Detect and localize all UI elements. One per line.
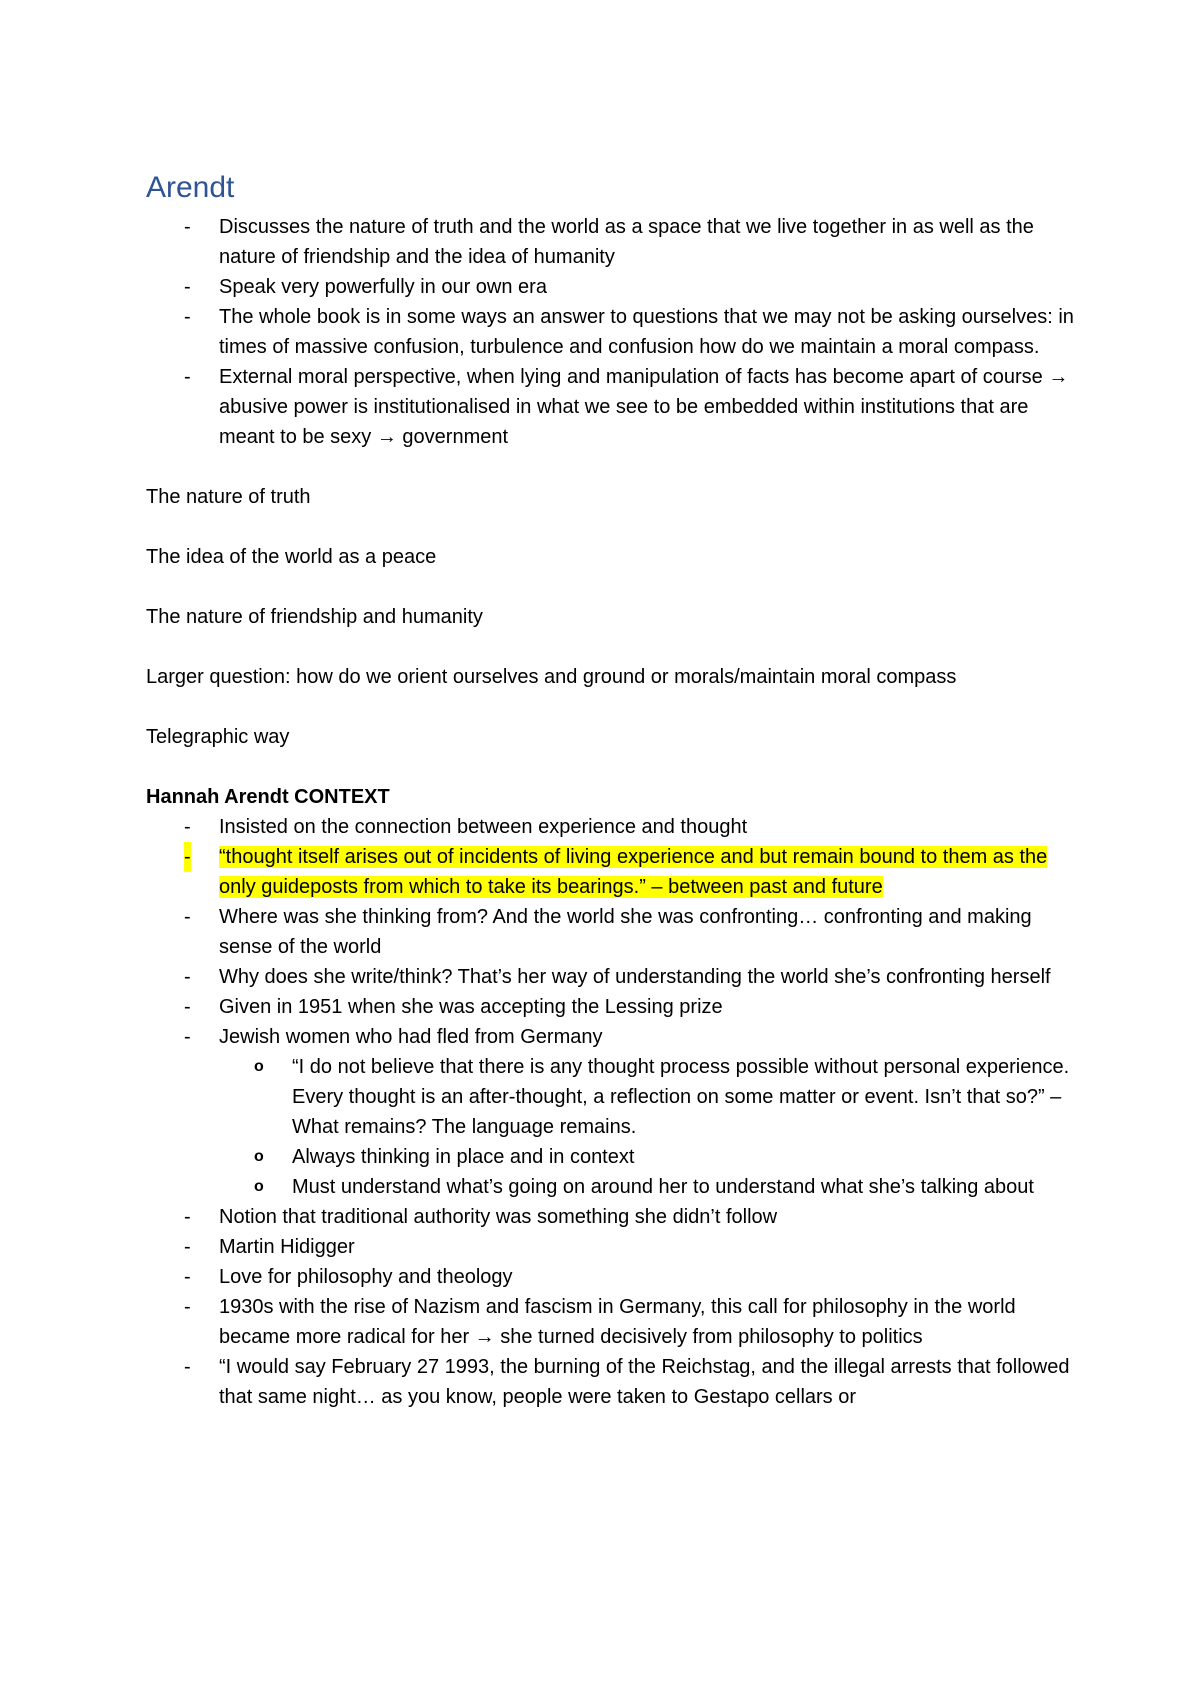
spacer <box>146 572 1076 602</box>
spacer <box>146 452 1076 482</box>
dash-bullet-icon: - <box>184 1356 191 1378</box>
dash-bullet-icon: - <box>184 1026 191 1048</box>
list-item: - Discusses the nature of truth and the world as a space that we live together in as well as the nature of friendship and the idea of humanity <box>146 212 1076 272</box>
intro-bullet-list <box>146 212 1076 452</box>
circle-bullet-icon: o <box>254 1178 264 1195</box>
section-heading: Hannah Arendt CONTEXT <box>146 786 390 808</box>
spacer <box>146 692 1076 722</box>
paragraph: Telegraphic way <box>146 726 290 748</box>
highlighted-quote: “thought itself arises out of incidents of living experience and but remain bound to them as the only guideposts from which to take its bearings.” – between past and future <box>219 846 1048 898</box>
paragraph: The nature of truth <box>146 486 311 508</box>
list-item: - Where was she thinking from? And the world she was confronting… confronting and making sense of the world <box>146 902 1076 962</box>
dash-bullet-icon: - <box>184 1236 191 1258</box>
dash-bullet-icon: - <box>184 996 191 1018</box>
list-item: - “I would say February 27 1993, the burning of the Reichstag, and the illegal arrests that followed that same night… as you know, people were taken to Gestapo cellars or <box>146 1352 1076 1412</box>
list-item: - Insisted on the connection between experience and thought <box>146 812 1076 842</box>
spacer <box>146 752 1076 782</box>
document-title: Arendt <box>146 171 235 204</box>
dash-bullet-icon: - <box>184 1296 191 1318</box>
sub-list-item: o “I do not believe that there is any thought process possible without personal experience. Every thought is an after-thought, a reflection on some matter or event. Isn’t that so?” – What remains? The language remains. <box>146 1052 1076 1142</box>
list-item: - Martin Hidigger <box>146 1232 1076 1262</box>
dash-bullet-icon: - <box>184 306 191 328</box>
dash-bullet-icon: - <box>184 1266 191 1288</box>
list-item: - Given in 1951 when she was accepting the Lessing prize <box>146 992 1076 1022</box>
list-item: - 1930s with the rise of Nazism and fascism in Germany, this call for philosophy in the world became more radical for her → she turned decisively from philosophy to politics <box>146 1292 1076 1352</box>
list-item: - Notion that traditional authority was something she didn’t follow <box>146 1202 1076 1232</box>
paragraph: The nature of friendship and humanity <box>146 606 483 628</box>
paragraph: The idea of the world as a peace <box>146 546 437 568</box>
dash-bullet-icon: - <box>184 842 191 872</box>
paragraph: Larger question: how do we orient ourselves and ground or morals/maintain moral compass <box>146 666 957 688</box>
dash-bullet-icon: - <box>184 276 191 298</box>
list-item: - The whole book is in some ways an answer to questions that we may not be asking ourselves: in times of massive confusion, turbulence and confusion how do we maintain a moral compass. <box>146 302 1076 362</box>
list-item: - Jewish women who had fled from Germany o “I do not believe that there is any thought process possible without personal experience. Every thought is an after-thought, a reflection on some matter or event. Isn’t that so?” – What remains? The language remains. o Always thinking in place and in context o Must understand what’s going on around her to understand what she’s talking about <box>146 1022 1076 1202</box>
document-body <box>146 168 1076 1412</box>
circle-bullet-icon: o <box>254 1148 264 1165</box>
list-item: - Love for philosophy and theology <box>146 1262 1076 1292</box>
circle-bullet-icon: o <box>254 1058 264 1075</box>
dash-bullet-icon: - <box>184 816 191 838</box>
dash-bullet-icon: - <box>184 366 191 388</box>
dash-bullet-icon: - <box>184 216 191 238</box>
dash-bullet-icon: - <box>184 906 191 928</box>
dash-bullet-icon: - <box>184 966 191 988</box>
spacer <box>146 632 1076 662</box>
list-item: - External moral perspective, when lying and manipulation of facts has become apart of course → abusive power is institutionalised in what we see to be embedded within institutions that are meant to be sexy → government <box>146 362 1076 452</box>
dash-bullet-icon: - <box>184 1206 191 1228</box>
list-item: - Speak very powerfully in our own era <box>146 272 1076 302</box>
list-item: - Why does she write/think? That’s her way of understanding the world she’s confronting herself <box>146 962 1076 992</box>
highlighted-list-item <box>146 842 1076 902</box>
sub-list-item: o Must understand what’s going on around her to understand what she’s talking about <box>146 1172 1076 1202</box>
spacer <box>146 512 1076 542</box>
context-bullet-list <box>146 812 1076 1412</box>
sub-bullet-list <box>146 1052 1076 1202</box>
sub-list-item: o Always thinking in place and in context <box>146 1142 1076 1172</box>
